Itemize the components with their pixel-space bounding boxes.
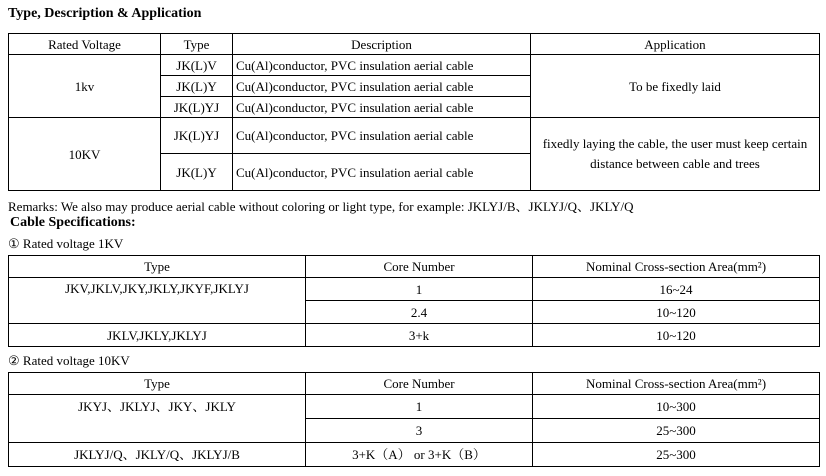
table-header-row bbox=[9, 373, 820, 395]
header-rated-voltage: Rated Voltage bbox=[9, 34, 161, 55]
type-cell: JK(L)V bbox=[161, 55, 233, 76]
description-cell: Cu(Al)conductor, PVC insulation aerial cable bbox=[233, 55, 531, 76]
type-cell: JK(L)YJ bbox=[161, 97, 233, 118]
spec-table-1kv bbox=[8, 255, 820, 347]
header-type: Type bbox=[161, 34, 233, 55]
cable-specifications-heading: Cable Specifications: bbox=[10, 215, 136, 230]
type-description-table bbox=[8, 33, 820, 191]
type-cell: JKV,JKLV,JKY,JKLY,JKYF,JKLYJ bbox=[9, 278, 306, 324]
voltage-cell: 1kv bbox=[9, 55, 161, 118]
description-cell: Cu(Al)conductor, PVC insulation aerial cable bbox=[233, 76, 531, 97]
table-row bbox=[9, 55, 820, 76]
core-number-cell: 3+k bbox=[306, 324, 533, 347]
header-core-number: Core Number bbox=[306, 256, 533, 278]
description-cell: Cu(Al)conductor, PVC insulation aerial cable bbox=[233, 118, 531, 154]
section-title-10kv: ② Rated voltage 10KV bbox=[8, 353, 130, 368]
header-type: Type bbox=[9, 373, 306, 395]
area-cell: 25~300 bbox=[533, 443, 820, 467]
header-cross-section-area: Nominal Cross-section Area(mm²) bbox=[533, 256, 820, 278]
area-cell: 10~120 bbox=[533, 324, 820, 347]
table-header-row bbox=[9, 256, 820, 278]
application-cell: To be fixedly laid bbox=[531, 55, 820, 118]
description-cell: Cu(Al)conductor, PVC insulation aerial cable bbox=[233, 154, 531, 191]
core-number-cell: 2.4 bbox=[306, 301, 533, 324]
area-cell: 25~300 bbox=[533, 419, 820, 443]
spec-table-10kv bbox=[8, 372, 820, 467]
table-row bbox=[9, 395, 820, 419]
table-row bbox=[9, 324, 820, 347]
table-header-row bbox=[9, 34, 820, 55]
core-number-cell: 1 bbox=[306, 278, 533, 301]
page-heading: Type, Description & Application bbox=[8, 6, 202, 21]
area-cell: 10~300 bbox=[533, 395, 820, 419]
application-cell: fixedly laying the cable, the user must keep certain distance between cable and trees bbox=[531, 118, 820, 191]
core-number-cell: 1 bbox=[306, 395, 533, 419]
type-cell: JK(L)YJ bbox=[161, 118, 233, 154]
core-number-cell: 3+K（A） or 3+K（B） bbox=[306, 443, 533, 467]
area-cell: 10~120 bbox=[533, 301, 820, 324]
voltage-cell: 10KV bbox=[9, 118, 161, 191]
table-row bbox=[9, 278, 820, 301]
header-cross-section-area: Nominal Cross-section Area(mm²) bbox=[533, 373, 820, 395]
description-cell: Cu(Al)conductor, PVC insulation aerial cable bbox=[233, 97, 531, 118]
type-cell: JKYJ、JKLYJ、JKY、JKLY bbox=[9, 395, 306, 443]
header-type: Type bbox=[9, 256, 306, 278]
table-row bbox=[9, 118, 820, 154]
type-cell: JKLV,JKLY,JKLYJ bbox=[9, 324, 306, 347]
core-number-cell: 3 bbox=[306, 419, 533, 443]
header-core-number: Core Number bbox=[306, 373, 533, 395]
section-title-1kv: ① Rated voltage 1KV bbox=[8, 236, 124, 251]
header-description: Description bbox=[233, 34, 531, 55]
type-cell: JKLYJ/Q、JKLY/Q、JKLYJ/B bbox=[9, 443, 306, 467]
remarks-text: Remarks: We also may produce aerial cable without coloring or light type, for example: JKLYJ/B、JKLYJ/Q、JKLY/Q bbox=[8, 199, 634, 214]
table-row bbox=[9, 443, 820, 467]
area-cell: 16~24 bbox=[533, 278, 820, 301]
type-cell: JK(L)Y bbox=[161, 154, 233, 191]
header-application: Application bbox=[531, 34, 820, 55]
type-cell: JK(L)Y bbox=[161, 76, 233, 97]
